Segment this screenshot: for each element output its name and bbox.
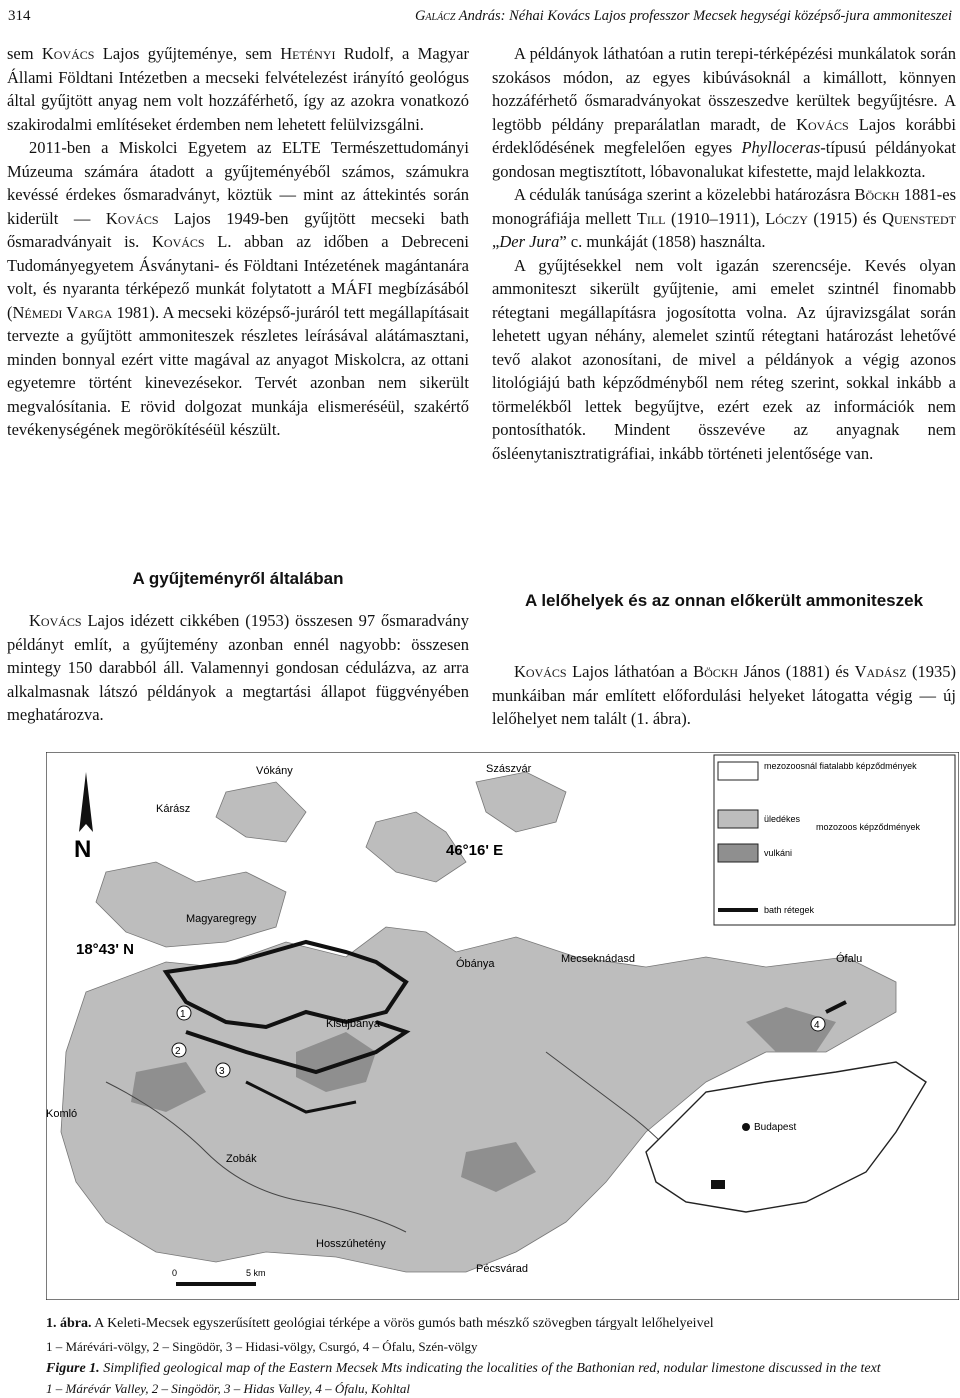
text-run: A gyűjtésekkel nem volt igazán szerencséje. Kevés olyan ammoniteszt sikerült gyűjtenie, ami emelet szintnél finomabb rétegtani megállapításra jogosította volna. Az újravizsgálat során lehetett ugyan néhány, alemelet szintű rétegtani határozást lehetővé tevő alakot azonosítani, de mivel a példányok a végig azonos litológiájú bath képződményből nem réteg szerint, sokkal inkább a törmelékből lettek begyűjtve, ezért ezek az információk nem pontosíthatók. Mindent összevéve az anyagnak nem ősléenytanisztratigráfiai, inkább történeti jelentősége van. xyxy=(492,255,956,463)
italic-text: Der Jura xyxy=(499,232,560,251)
text-run: A cédulák tanúsága szerint a közelebbi határozásra xyxy=(514,185,855,204)
text-run: (1915) és xyxy=(807,208,883,228)
svg-text:0: 0 xyxy=(172,1268,178,1278)
section-heading: A lelőhelyek és az onnan előkerült ammoniteszek xyxy=(524,591,924,610)
locality-3: 3 xyxy=(219,1066,225,1077)
text-run: Rudolf, a Magyar Állami Földtani Intézetben a mecseki felvételezést irányító geológus által gyűjtött anyag nem volt hozzáférhető, így az azokra vonatkozó szakirodalmi említéseket érdemben nem lehetett felülvizsgálni. xyxy=(7,44,469,134)
figure-localities-en: 1 – Márévár Valley, 2 – Singödör, 3 – Hidas Valley, 4 – Ófalu, Kohltal xyxy=(46,1381,410,1396)
running-author-rest: András: xyxy=(455,8,510,24)
running-title-text: Néhai Kovács Lajos professzor Mecsek hegységi középső-jura ammoniteszei xyxy=(509,8,952,24)
author-name: Hetényi xyxy=(280,44,336,63)
place-label: Zobák xyxy=(226,1153,257,1165)
place-label: Szászvár xyxy=(486,763,532,775)
text-run: Lajos 1949-ben gyűjtött mecseki bath ősmaradványait is. xyxy=(7,208,469,251)
running-header xyxy=(8,8,952,28)
running-title xyxy=(415,8,952,25)
paragraph xyxy=(492,183,956,254)
paragraph xyxy=(492,254,956,466)
paragraph xyxy=(7,609,469,727)
text-run: 1881-es monográfiája mellett xyxy=(492,185,956,228)
place-label: Hosszúhetény xyxy=(316,1238,386,1250)
author-name: Kovács xyxy=(41,44,95,63)
text-run: Lajos korábbi érdeklődésének megfelelően egyes xyxy=(492,114,957,157)
page-number: 314 xyxy=(8,8,31,24)
left-column xyxy=(7,42,469,442)
locality-1: 1 xyxy=(180,1009,186,1020)
inset-label: Budapest xyxy=(754,1122,797,1133)
text-run: 1981). A mecseki középső-juráról tett megállapításait tervezte a gyűjtött ammoniteszek részletes leírásával alátámasztani, minden bonnyal ezért vitte magával az anyagot Miskolcra, az ottani egyetemre történt kinevezésekor. Tervét azonban nem sikerült megvalósítania. E rövid dolgozat munkája elismeréséül, szakértő tevékenységének megörökítéséül készült. xyxy=(7,302,470,439)
svg-text:üledékes: üledékes xyxy=(764,814,801,824)
text-run: sem xyxy=(7,44,42,63)
svg-text:5 km: 5 km xyxy=(246,1268,266,1278)
author-name: Quenstedt xyxy=(882,208,957,228)
svg-text:mozozoos képződmények: mozozoos képződmények xyxy=(816,822,921,832)
text-run: Lajos láthatóan a xyxy=(566,662,694,681)
coord-lon: 18°43' N xyxy=(76,941,134,958)
locality-4: 4 xyxy=(814,1020,820,1031)
author-name: Böckh xyxy=(854,185,900,204)
left-section-body xyxy=(7,609,469,727)
text-run: Lajos idézett cikkében (1953) összesen 97 ősmaradvány példányt említ, a gyűjtemény azonban ennél nagyobb: összesen mintegy 150 darabból áll. Valamennyi gondosan cédulázva, az arra alkalmasnak látszó példányok a megtartási állapot függvényében meghatározva. xyxy=(7,611,469,724)
author-name: Kovács xyxy=(105,208,159,228)
paragraph xyxy=(7,136,469,442)
author-name: Kovács xyxy=(151,232,205,251)
coord-lat: 46°16' E xyxy=(446,842,504,859)
svg-text:mezozoosnál fiatalabb képződmé: mezozoosnál fiatalabb képződmények xyxy=(764,761,917,771)
place-label: Óbánya xyxy=(456,958,495,970)
svg-text:vulkáni: vulkáni xyxy=(764,848,793,858)
paragraph xyxy=(492,660,956,731)
author-name: Böckh xyxy=(693,662,739,681)
author-name: Kovács xyxy=(514,662,567,681)
text-run: L. abban az időben a Debreceni Tudományegyetem Ásványtani- és Földtani Intézetének magántanára volt, és nyaranta térképező munkát folytatott a MÁFI megbízásából ( xyxy=(7,232,469,322)
place-label: Ófalu xyxy=(836,953,863,965)
place-label: Vókány xyxy=(256,765,293,777)
author-name: Till xyxy=(636,208,666,228)
figure-localities-hu: 1 – Márévári-völgy, 2 – Singödör, 3 – Hidasi-völgy, Csurgó, 4 – Ófalu, Szén-völgy xyxy=(46,1339,478,1354)
geological-map xyxy=(46,752,959,1300)
paragraph xyxy=(492,42,956,183)
author-name: Vadász xyxy=(854,662,907,681)
text-run: 2011-ben a Miskolci Egyetem az ELTE Természettudományi Múzeuma számára átadott a gyűjteményéből számos, számukra kevéssé érdekes ősmaradványt, köztük — mint az áttekintés során kiderült — xyxy=(7,138,469,228)
right-section-body xyxy=(492,660,956,731)
place-label: Mecseknádasd xyxy=(561,953,635,965)
author-name: Kovács xyxy=(796,114,849,134)
text-run: -típusú példányokat gondosan megtisztított, lóbavonalukat kifestette, majd lelakkozta. xyxy=(492,138,956,181)
text-run: (1935) munkáiban már említett előfordulási helyeket látogatta végig — új lelőhelyet nem talált (1. ábra). xyxy=(492,662,956,728)
text-run: „ xyxy=(492,232,500,251)
figure-caption-hu: 1. ábra. A Keleti-Mecsek egyszerűsített geológiai térképe a vörös gumós bath mészkő szövegben tárgyalt lelőhelyeivel xyxy=(46,1316,714,1331)
author-name: Kovács xyxy=(29,611,82,630)
map-legend xyxy=(714,755,955,925)
text-run: ” c. munkáját (1858) használta. xyxy=(559,232,766,251)
place-label: Kárász xyxy=(156,803,191,815)
place-label: Pécsvárad xyxy=(476,1263,528,1275)
right-column xyxy=(492,42,956,465)
place-label: Magyaregregy xyxy=(186,913,257,925)
text-run: János (1881) és xyxy=(738,662,855,681)
text-run: Lajos gyűjteménye, sem xyxy=(94,44,281,63)
running-author: Galácz xyxy=(414,8,456,24)
svg-text:bath rétegek: bath rétegek xyxy=(764,905,815,915)
locality-2: 2 xyxy=(175,1046,181,1057)
paragraph xyxy=(7,42,469,136)
place-label: Kisújbánya xyxy=(326,1018,380,1030)
figure-caption-en: Figure 1. Simplified geological map of the Eastern Mecsek Mts indicating the localities of the Bathonian red, nodular limestone discussed in the text xyxy=(46,1361,881,1376)
italic-text: Phylloceras xyxy=(741,138,821,157)
north-label: N xyxy=(74,836,92,863)
author-name: Lóczy xyxy=(765,208,808,228)
section-heading: A gyűjteményről általában xyxy=(132,569,344,588)
text-run: (1910–1911), xyxy=(665,208,766,228)
place-label: Komló xyxy=(46,1108,78,1120)
author-name: Némedi Varga xyxy=(12,302,113,322)
text-run: A példányok láthatóan a rutin terepi-térképézési munkálatok során szokásos módon, az egyes kibúvásoknál a kimállott, könnyen hozzáférhető ősmaradványokat összeszedve kerültek begyűjtésre. A legtöbb példány preparálatlan maradt, de xyxy=(492,44,956,134)
